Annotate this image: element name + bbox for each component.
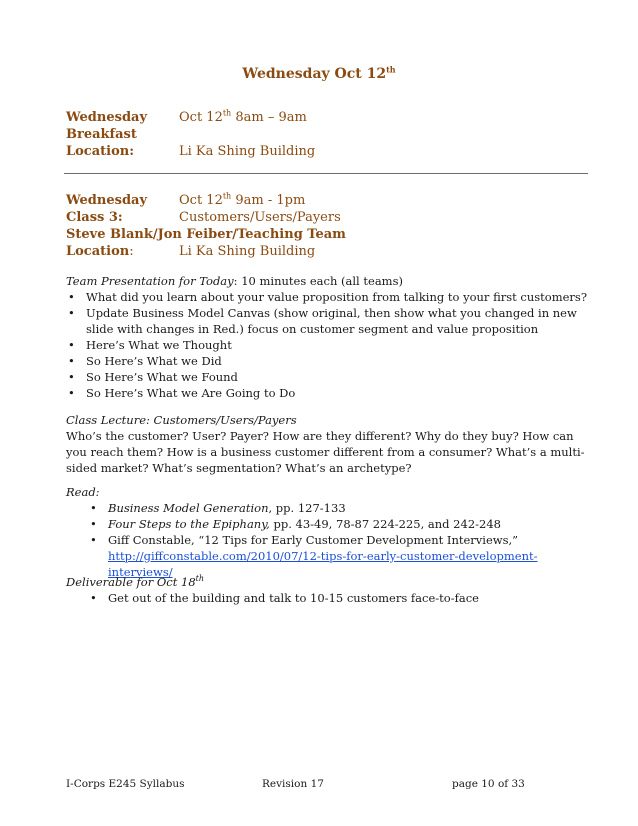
list-item: • Update Business Model Canvas (show original, then show what you changed in new slide with changes in Red.) focus on customer segment and value proposition bbox=[68, 306, 577, 336]
team-presentation-intro: Team Presentation for Today: 10 minutes each (all teams) bbox=[66, 274, 403, 288]
team-presentation-section bbox=[66, 273, 592, 401]
reading-section bbox=[66, 484, 592, 580]
class-location: Li Ka Shing Building bbox=[179, 244, 316, 259]
breakfast-label: Breakfast bbox=[66, 127, 137, 142]
lecture-text: Who’s the customer? User? Payer? How are they different? Why do they buy? How can you reach them? How is a business customer different from a consumer? What’s a multi-sided market? What’s segmentation? What’s an archetype? bbox=[66, 429, 585, 475]
deliverable-list bbox=[66, 590, 592, 606]
list-item: • Four Steps to the Epiphany, pp. 43-49, 78-87 224-225, and 242-248 bbox=[90, 517, 501, 531]
footer-course: I-Corps E245 Syllabus bbox=[66, 778, 185, 790]
breakfast-datetime: Oct 12th 8am – 9am bbox=[179, 108, 307, 125]
deliverable-label: Deliverable for Oct 18th bbox=[66, 574, 205, 589]
class-datetime: Oct 12th 9am - 1pm bbox=[179, 191, 306, 208]
list-item: • So Here’s What we Found bbox=[68, 370, 238, 384]
breakfast-location: Li Ka Shing Building bbox=[179, 144, 316, 159]
deliverable-section bbox=[66, 574, 592, 606]
reading-label: Read: bbox=[66, 485, 100, 499]
reading-list bbox=[66, 500, 592, 580]
lecture-section bbox=[66, 412, 592, 476]
class-instructors: Steve Blank/Jon Feiber/Teaching Team bbox=[66, 227, 346, 242]
class-title: Customers/Users/Payers bbox=[179, 210, 341, 225]
list-item: • Giff Constable, “12 Tips for Early Customer Development Interviews,” http://giffconstable.com/2010/07/12-tips-for-early-customer-development-interviews/ bbox=[90, 533, 538, 579]
lecture-label: Class Lecture: Customers/Users/Payers bbox=[66, 413, 297, 427]
class-label: Class 3: bbox=[66, 210, 123, 225]
footer-revision: Revision 17 bbox=[262, 778, 324, 790]
breakfast-day-label: Wednesday bbox=[66, 110, 148, 125]
list-item: • So Here’s What we Did bbox=[68, 354, 222, 368]
section-divider bbox=[64, 173, 588, 174]
list-item: • Business Model Generation, pp. 127-133 bbox=[90, 501, 346, 515]
team-presentation-list bbox=[66, 289, 592, 401]
article-link[interactable]: http://giffconstable.com/2010/07/12-tips-for-early-customer-development-interviews/ bbox=[108, 549, 538, 579]
page-title: Wednesday Oct 12th bbox=[242, 64, 396, 82]
breakfast-location-label: Location: bbox=[66, 144, 135, 159]
list-item: • Here’s What we Thought bbox=[68, 338, 232, 352]
class-location-label: Location: bbox=[66, 244, 134, 259]
list-item: • What did you learn about your value proposition from talking to your first customers? bbox=[68, 290, 587, 304]
footer-page-number: page 10 of 33 bbox=[452, 778, 525, 790]
list-item: • Get out of the building and talk to 10-15 customers face-to-face bbox=[90, 591, 479, 605]
class-day-label: Wednesday bbox=[66, 193, 148, 208]
list-item: • So Here’s What we Are Going to Do bbox=[68, 386, 296, 400]
